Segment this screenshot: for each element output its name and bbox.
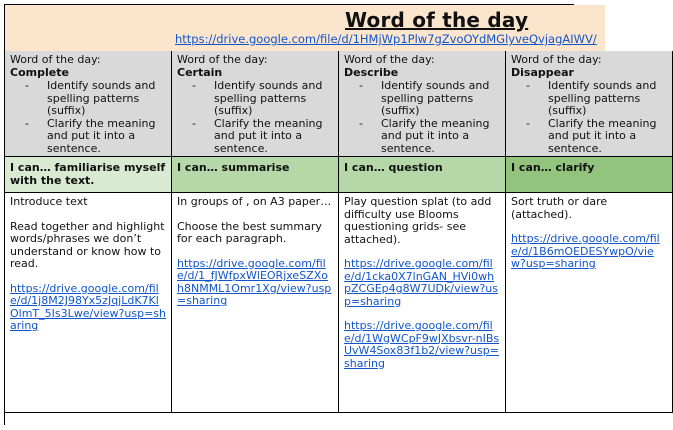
bullet-list (511, 80, 667, 155)
activity-cell-2 (172, 193, 339, 413)
bullet-item: - Identify sounds and spelling patterns (suffix) (548, 80, 667, 118)
resource-link[interactable]: https://drive.google.com/file/d/1cka0X7lnGAN_HVi0whpZCGEp4g8W7UDk/view?usp=sharing (344, 257, 498, 308)
activity-text: Read together and highlight words/phrases we don’t understand or know how to read. (10, 219, 165, 270)
word-of-day-cell-4 (506, 51, 673, 157)
activity-cell-4 (506, 193, 673, 413)
activity-text: Choose the best summary for each paragraph. (177, 219, 322, 245)
word-of-day-word: Complete (10, 65, 69, 79)
bullet-item: - Identify sounds and spelling patterns (suffix) (214, 80, 333, 118)
i-can-cell-4: I can… clarify (506, 157, 673, 193)
word-of-day-word: Describe (344, 65, 399, 79)
word-of-day-label: Word of the day: (10, 53, 101, 66)
bullet-item: - Clarify the meaning and put it into a sentence. (47, 118, 166, 156)
header-link[interactable]: https://drive.google.com/file/d/1HMjWp1Plw7gZvoOYdMGlyveQvjagAIWV/ (175, 32, 597, 46)
word-of-day-cell-3 (339, 51, 506, 157)
bullet-item: - Clarify the meaning and put it into a sentence. (214, 118, 333, 156)
lesson-plan-document (4, 4, 660, 425)
word-of-day-cell-1 (5, 51, 172, 157)
word-of-day-label: Word of the day: (511, 53, 602, 66)
bullet-list (344, 80, 500, 155)
activity-text: Introduce text (10, 195, 88, 208)
word-of-day-cell-2 (172, 51, 339, 157)
resource-link[interactable]: https://drive.google.com/file/d/1WgWCpF9wJXbsvr-nIBsUvW4Sox83f1b2/view?usp=sharing (344, 319, 500, 370)
bullet-item: - Clarify the meaning and put it into a sentence. (548, 118, 667, 156)
page-title: Word of the day (345, 8, 529, 32)
header-banner (5, 5, 605, 52)
bullet-item: - Clarify the meaning and put it into a sentence. (381, 118, 500, 156)
i-can-cell-1: I can… familiarise myself with the text. (5, 157, 172, 193)
activity-text: Sort truth or dare (attached). (511, 195, 608, 221)
word-of-day-word: Certain (177, 65, 223, 79)
activity-text: Play question splat (to add difficulty use Blooms questioning grids- see attached). (344, 195, 492, 246)
activity-cell-3 (339, 193, 506, 413)
resource-link[interactable]: https://drive.google.com/file/d/1_fJWfpxWlEORjxeSZXoh8NMML1Omr1Xg/view?usp=sharing (177, 256, 332, 307)
bullet-list (177, 80, 333, 155)
i-can-cell-3: I can… question (339, 157, 506, 193)
activity-text: In groups of , on A3 paper… (177, 195, 332, 208)
bullet-item: - Identify sounds and spelling patterns (suffix) (47, 80, 166, 118)
bullet-item: - Identify sounds and spelling patterns (suffix) (381, 80, 500, 118)
lesson-table (5, 51, 673, 413)
word-of-day-word: Disappear (511, 65, 574, 79)
resource-link[interactable]: https://drive.google.com/file/d/1j8M2J98Yx5zJqjLdK7KlOlmT_5Is3Lwe/view?usp=sharing (10, 281, 166, 332)
bullet-list (10, 80, 166, 155)
word-of-day-label: Word of the day: (177, 53, 268, 66)
i-can-cell-2: I can… summarise (172, 157, 339, 193)
word-of-day-label: Word of the day: (344, 53, 435, 66)
resource-link[interactable]: https://drive.google.com/file/d/1B6mOEDESYwpO/view?usp=sharing (511, 232, 660, 270)
activity-cell-1 (5, 193, 172, 413)
